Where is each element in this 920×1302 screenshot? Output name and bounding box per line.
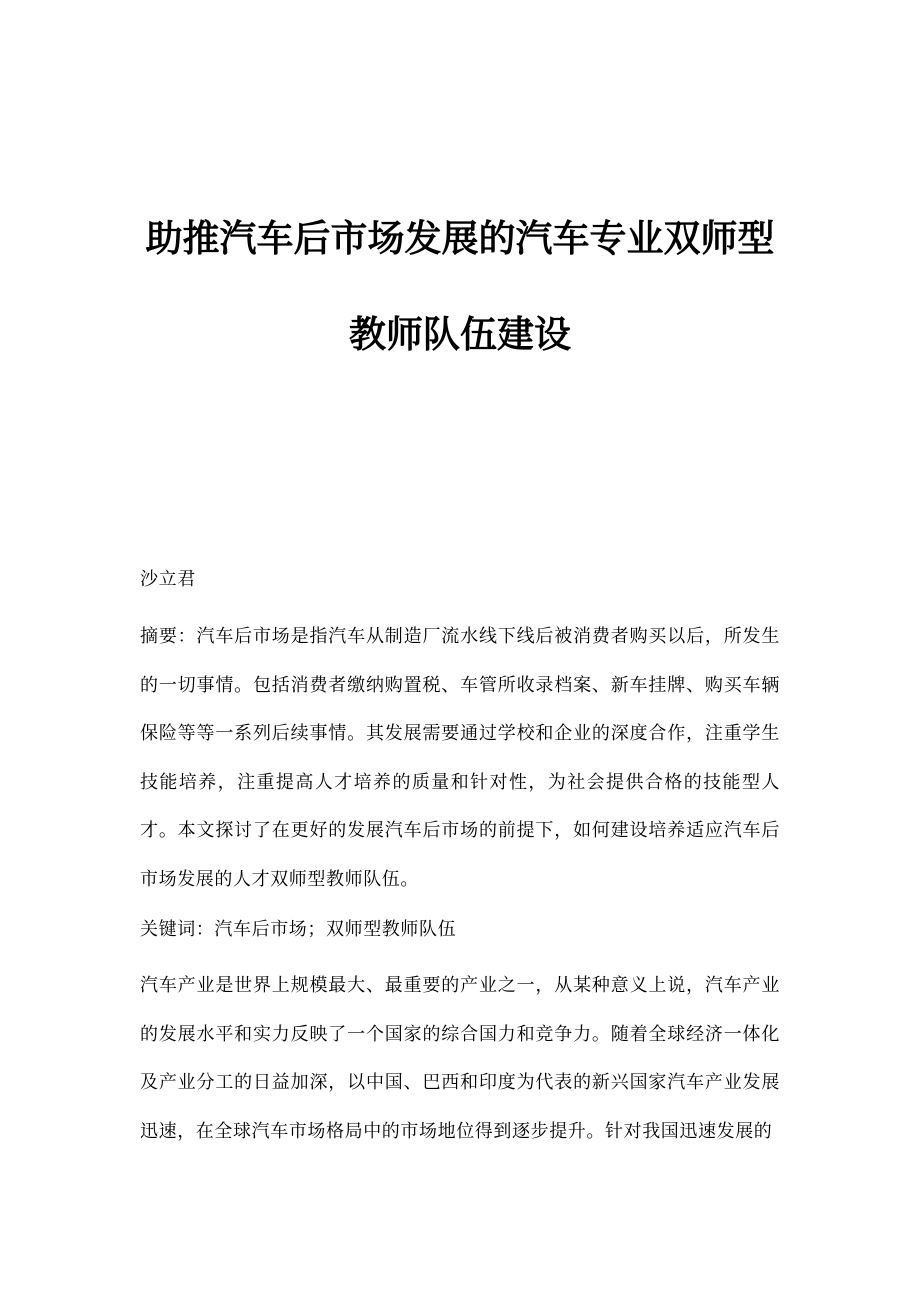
author-name: 沙立君 — [140, 569, 196, 590]
document-title-line-2: 教师队伍建设 — [349, 312, 571, 356]
abstract-paragraph: 摘要：汽车后市场是指汽车从制造厂流水线下线后被消费者购买以后，所发生的一切事情。包括消费者缴纳购置税、车管所收录档案、新车挂牌、购买车辆保险等等一系列后续事情。其发展需要通过学校和企业的深度合作，注重学生技能培养，注重提高人才培养的质量和针对性，为社会提供合格的技能型人才。本文探讨了在更好的发展汽车后市场的前提下，如何建设培养适应汽车后市场发展的人才双师型教师队伍。 — [140, 626, 780, 890]
body-paragraph: 汽车产业是世界上规模最大、最重要的产业之一，从某种意义上说，汽车产业的发展水平和实力反映了一个国家的综合国力和竞争力。随着全球经济一体化及产业分工的日益加深，以中国、巴西和印度为代表的新兴国家汽车产业发展迅速，在全球汽车市场格局中的市场地位得到逐步提升。针对我国迅速发展的 — [140, 975, 780, 1142]
keywords-line: 关键词：汽车后市场；双师型教师队伍 — [140, 919, 457, 940]
document-title-line-1: 助推汽车后市场发展的汽车专业双师型 — [145, 216, 775, 260]
